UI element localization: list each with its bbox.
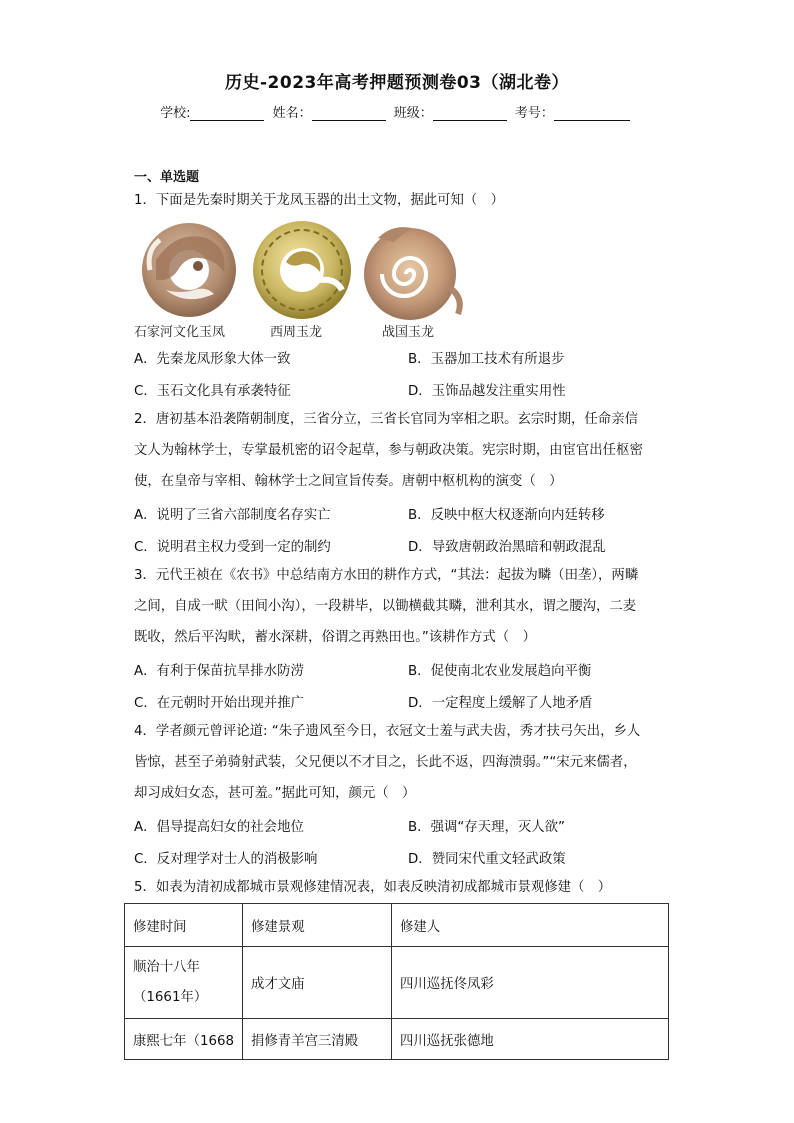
table-header-cell: 修建景观 (243, 904, 392, 947)
q1-option-d: D．玉饰品越发注重实用性 (408, 384, 566, 399)
q3-line-3: 既收，然后平沟畎，蓄水深耕，俗谓之再熟田也。”该耕作方式（ ） (134, 630, 536, 645)
student-info (0, 102, 794, 121)
number-label: 考号： (514, 106, 554, 121)
table-row (125, 947, 669, 1019)
q4-option-d: D．赞同宋代重文轻武政策 (408, 852, 566, 867)
table-cell: 康熙七年（1668 (125, 1019, 243, 1060)
q3-option-d: D．一定程度上缓解了人地矛盾 (408, 696, 593, 711)
table-cell-line: （1661年） (133, 989, 208, 1005)
table-cell: 成才文庙 (243, 947, 392, 1019)
q2-option-c: C．说明君主权力受到一定的制约 (134, 540, 331, 555)
q4-option-a: A．倡导提高妇女的社会地位 (134, 820, 304, 835)
table-cell: 捐修青羊宫三清殿 (243, 1019, 392, 1060)
q2-option-a: A．说明了三省六部制度名存实亡 (134, 508, 331, 523)
q1-option-c: C．玉石文化具有承袭特征 (134, 384, 291, 399)
number-blank (554, 106, 630, 121)
jade-phoenix-image (136, 220, 242, 320)
class-label: 班级： (393, 106, 433, 121)
q5-stem: 5．如表为清初成都城市景观修建情况表，如表反映清初成都城市景观修建（ ） (134, 880, 612, 895)
table-row (125, 1019, 669, 1060)
table-header-cell: 修建时间 (125, 904, 243, 947)
caption-zhou-dragon: 西周玉龙 (270, 325, 323, 340)
q3-option-c: C．在元朝时开始出现并推广 (134, 696, 305, 711)
q3-option-a: A．有利于保苗抗旱排水防涝 (134, 664, 304, 679)
q4-option-c: C．反对理学对士人的消极影响 (134, 852, 318, 867)
section-heading: 一、单选题 (134, 170, 200, 185)
table-cell (125, 947, 243, 1019)
caption-jade-phoenix: 石家河文化玉凤 (134, 325, 226, 340)
table-cell-line: 顺治十八年 (133, 959, 200, 975)
table-header-row (125, 904, 669, 947)
q1-stem: 1．下面是先秦时期关于龙凤玉器的出土文物，据此可知（ ） (134, 193, 505, 208)
q3-line-1: 3．元代王祯在《农书》中总结南方水田的耕作方式，“其法：起拔为疄（田垄），两疄 (134, 568, 639, 583)
q3-line-2: 之间，自成一畎（田间小沟），一段耕毕，以锄横截其疄，泄利其水，谓之腰沟，二麦 (134, 599, 637, 614)
jade-dragon-warring-states-image (358, 218, 468, 322)
school-label: 学校: (160, 106, 191, 121)
q1-option-b: B．玉器加工技术有所退步 (408, 352, 565, 367)
q2-option-d: D．导致唐朝政治黑暗和朝政混乱 (408, 540, 606, 555)
q5-table (124, 903, 669, 1060)
q1-option-a: A．先秦龙凤形象大体一致 (134, 352, 291, 367)
q2-line-3: 使，在皇帝与宰相、翰林学士之间宣旨传奏。唐朝中枢机构的演变（ ） (134, 474, 563, 489)
table-header-cell: 修建人 (392, 904, 669, 947)
page-title: 历史-2023年高考押题预测卷03（湖北卷） (224, 73, 570, 93)
q4-line-3: 却习成妇女态，甚可羞。”据此可知，颜元（ ） (134, 786, 416, 801)
q2-line-1: 2．唐初基本沿袭隋朝制度，三省分立，三省长官同为宰相之职。玄宗时期，任命亲信 (134, 412, 638, 427)
school-blank (190, 106, 264, 121)
table-cell: 四川巡抚佟凤彩 (392, 947, 669, 1019)
jade-dragon-zhou-image (250, 218, 354, 322)
q2-line-2: 文人为翰林学士，专掌最机密的诏令起草，参与朝政决策。宪宗时期，由宦官出任枢密 (134, 443, 643, 458)
name-label: 姓名： (272, 106, 312, 121)
table-cell: 四川巡抚张德地 (392, 1019, 669, 1060)
q4-line-2: 皆惊，甚至子弟骑射武装，父兄便以不才目之，长此不返，四海溃弱。”“宋元来儒者， (134, 755, 637, 770)
q4-option-b: B．强调“存天理，灭人欲” (408, 820, 565, 835)
class-blank (433, 106, 507, 121)
q2-option-b: B．反映中枢大权逐渐向内廷转移 (408, 508, 605, 523)
q4-line-1: 4．学者颜元曾评论道: “朱子遗风至今日，衣冠文士羞与武夫齿，秀才扶弓矢出，乡人 (134, 724, 641, 739)
q3-option-b: B．促使南北农业发展趋向平衡 (408, 664, 592, 679)
name-blank (312, 106, 386, 121)
caption-warring-dragon: 战国玉龙 (382, 325, 435, 340)
